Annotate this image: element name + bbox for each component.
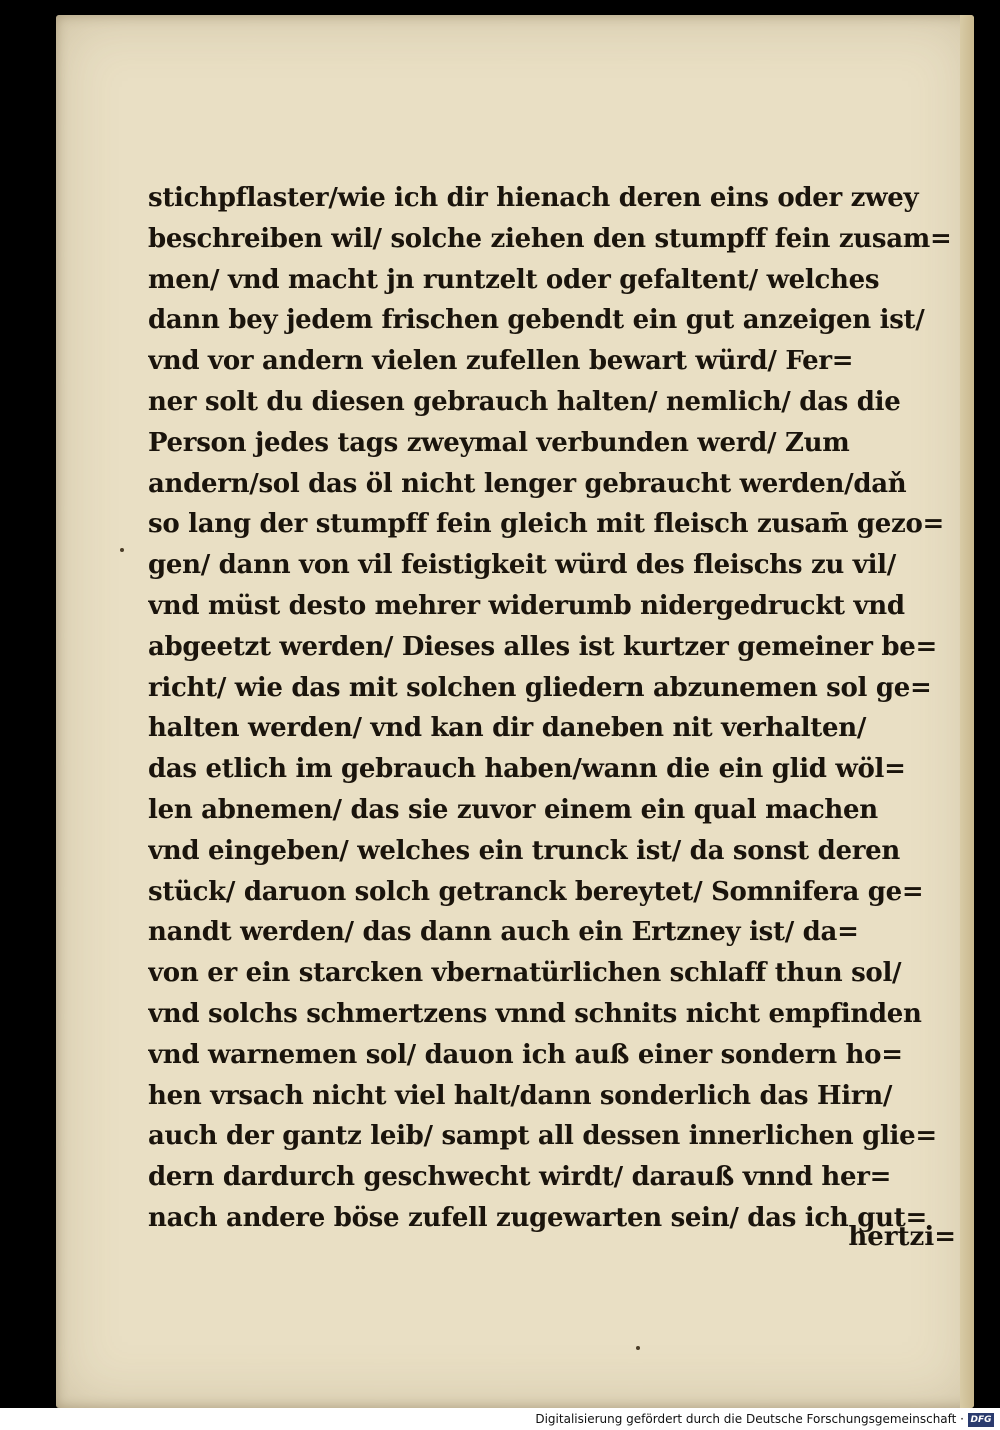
page-text <box>148 178 958 1239</box>
text-line: hen vrsach nicht viel halt/dann sonderlich das Hirn/ <box>148 1080 893 1111</box>
text-line: beschreiben wil/ solche ziehen den stumpff fein zusam= <box>148 223 952 254</box>
text-line: Person jedes tags zweymal verbunden werd/ Zum <box>148 427 850 458</box>
text-line: so lang der stumpff fein gleich mit fleisch zusam̄ gezo= <box>148 509 945 540</box>
text-line: dann bey jedem frischen gebendt ein gut anzeigen ist/ <box>148 305 925 336</box>
text-line: andern/sol das öl nicht lenger gebraucht werden/daň <box>148 468 907 499</box>
text-line: von er ein starcken vbernatürlichen schlaff thun sol/ <box>148 958 902 989</box>
text-line: dern dardurch geschwecht wirdt/ darauß vnnd her= <box>148 1162 892 1193</box>
text-line: abgeetzt werden/ Dieses alles ist kurtzer gemeiner be= <box>148 631 938 662</box>
text-line: nandt werden/ das dann auch ein Ertzney ist/ da= <box>148 917 859 948</box>
catchword: hertzi= <box>848 1222 956 1252</box>
ink-speck <box>120 548 124 552</box>
dfg-logo: DFG <box>968 1413 994 1427</box>
text-line: vnd warnemen sol/ dauon ich auß einer sondern ho= <box>148 1039 903 1070</box>
text-line: men/ vnd macht jn runtzelt oder gefaltent/ welches <box>148 264 880 295</box>
text-line: vnd solchs schmertzens vnnd schnits nicht empfinden <box>148 998 922 1029</box>
text-line: das etlich im gebrauch haben/wann die ein glid wöl= <box>148 754 906 785</box>
text-line: len abnemen/ das sie zuvor einem ein qual machen <box>148 794 878 825</box>
footer-bar <box>0 1408 1000 1430</box>
text-line: ner solt du diesen gebrauch halten/ nemlich/ das die <box>148 386 901 417</box>
text-line: vnd eingeben/ welches ein trunck ist/ da sonst deren <box>148 835 901 866</box>
funding-credit: Digitalisierung gefördert durch die Deutsche Forschungsgemeinschaft · <box>535 1412 964 1426</box>
text-line: vnd müst desto mehrer widerumb nidergedruckt vnd <box>148 590 905 621</box>
text-line: richt/ wie das mit solchen gliedern abzunemen sol ge= <box>148 672 932 703</box>
text-line: auch der gantz leib/ sampt all dessen innerlichen glie= <box>148 1121 937 1152</box>
text-line: gen/ dann von vil feistigkeit würd des fleischs zu vil/ <box>148 550 896 581</box>
text-line: stichpflaster/wie ich dir hienach deren eins oder zwey <box>148 183 919 213</box>
text-line: vnd vor andern vielen zufellen bewart würd/ Fer= <box>148 346 854 377</box>
page-edge <box>960 15 974 1408</box>
text-line: stück/ daruon solch getranck bereytet/ Somnifera ge= <box>148 876 924 907</box>
text-line: nach andere böse zufell zugewarten sein/ das ich gut= <box>148 1202 927 1233</box>
ink-speck <box>636 1346 640 1350</box>
text-line: halten werden/ vnd kan dir daneben nit verhalten/ <box>148 713 867 744</box>
